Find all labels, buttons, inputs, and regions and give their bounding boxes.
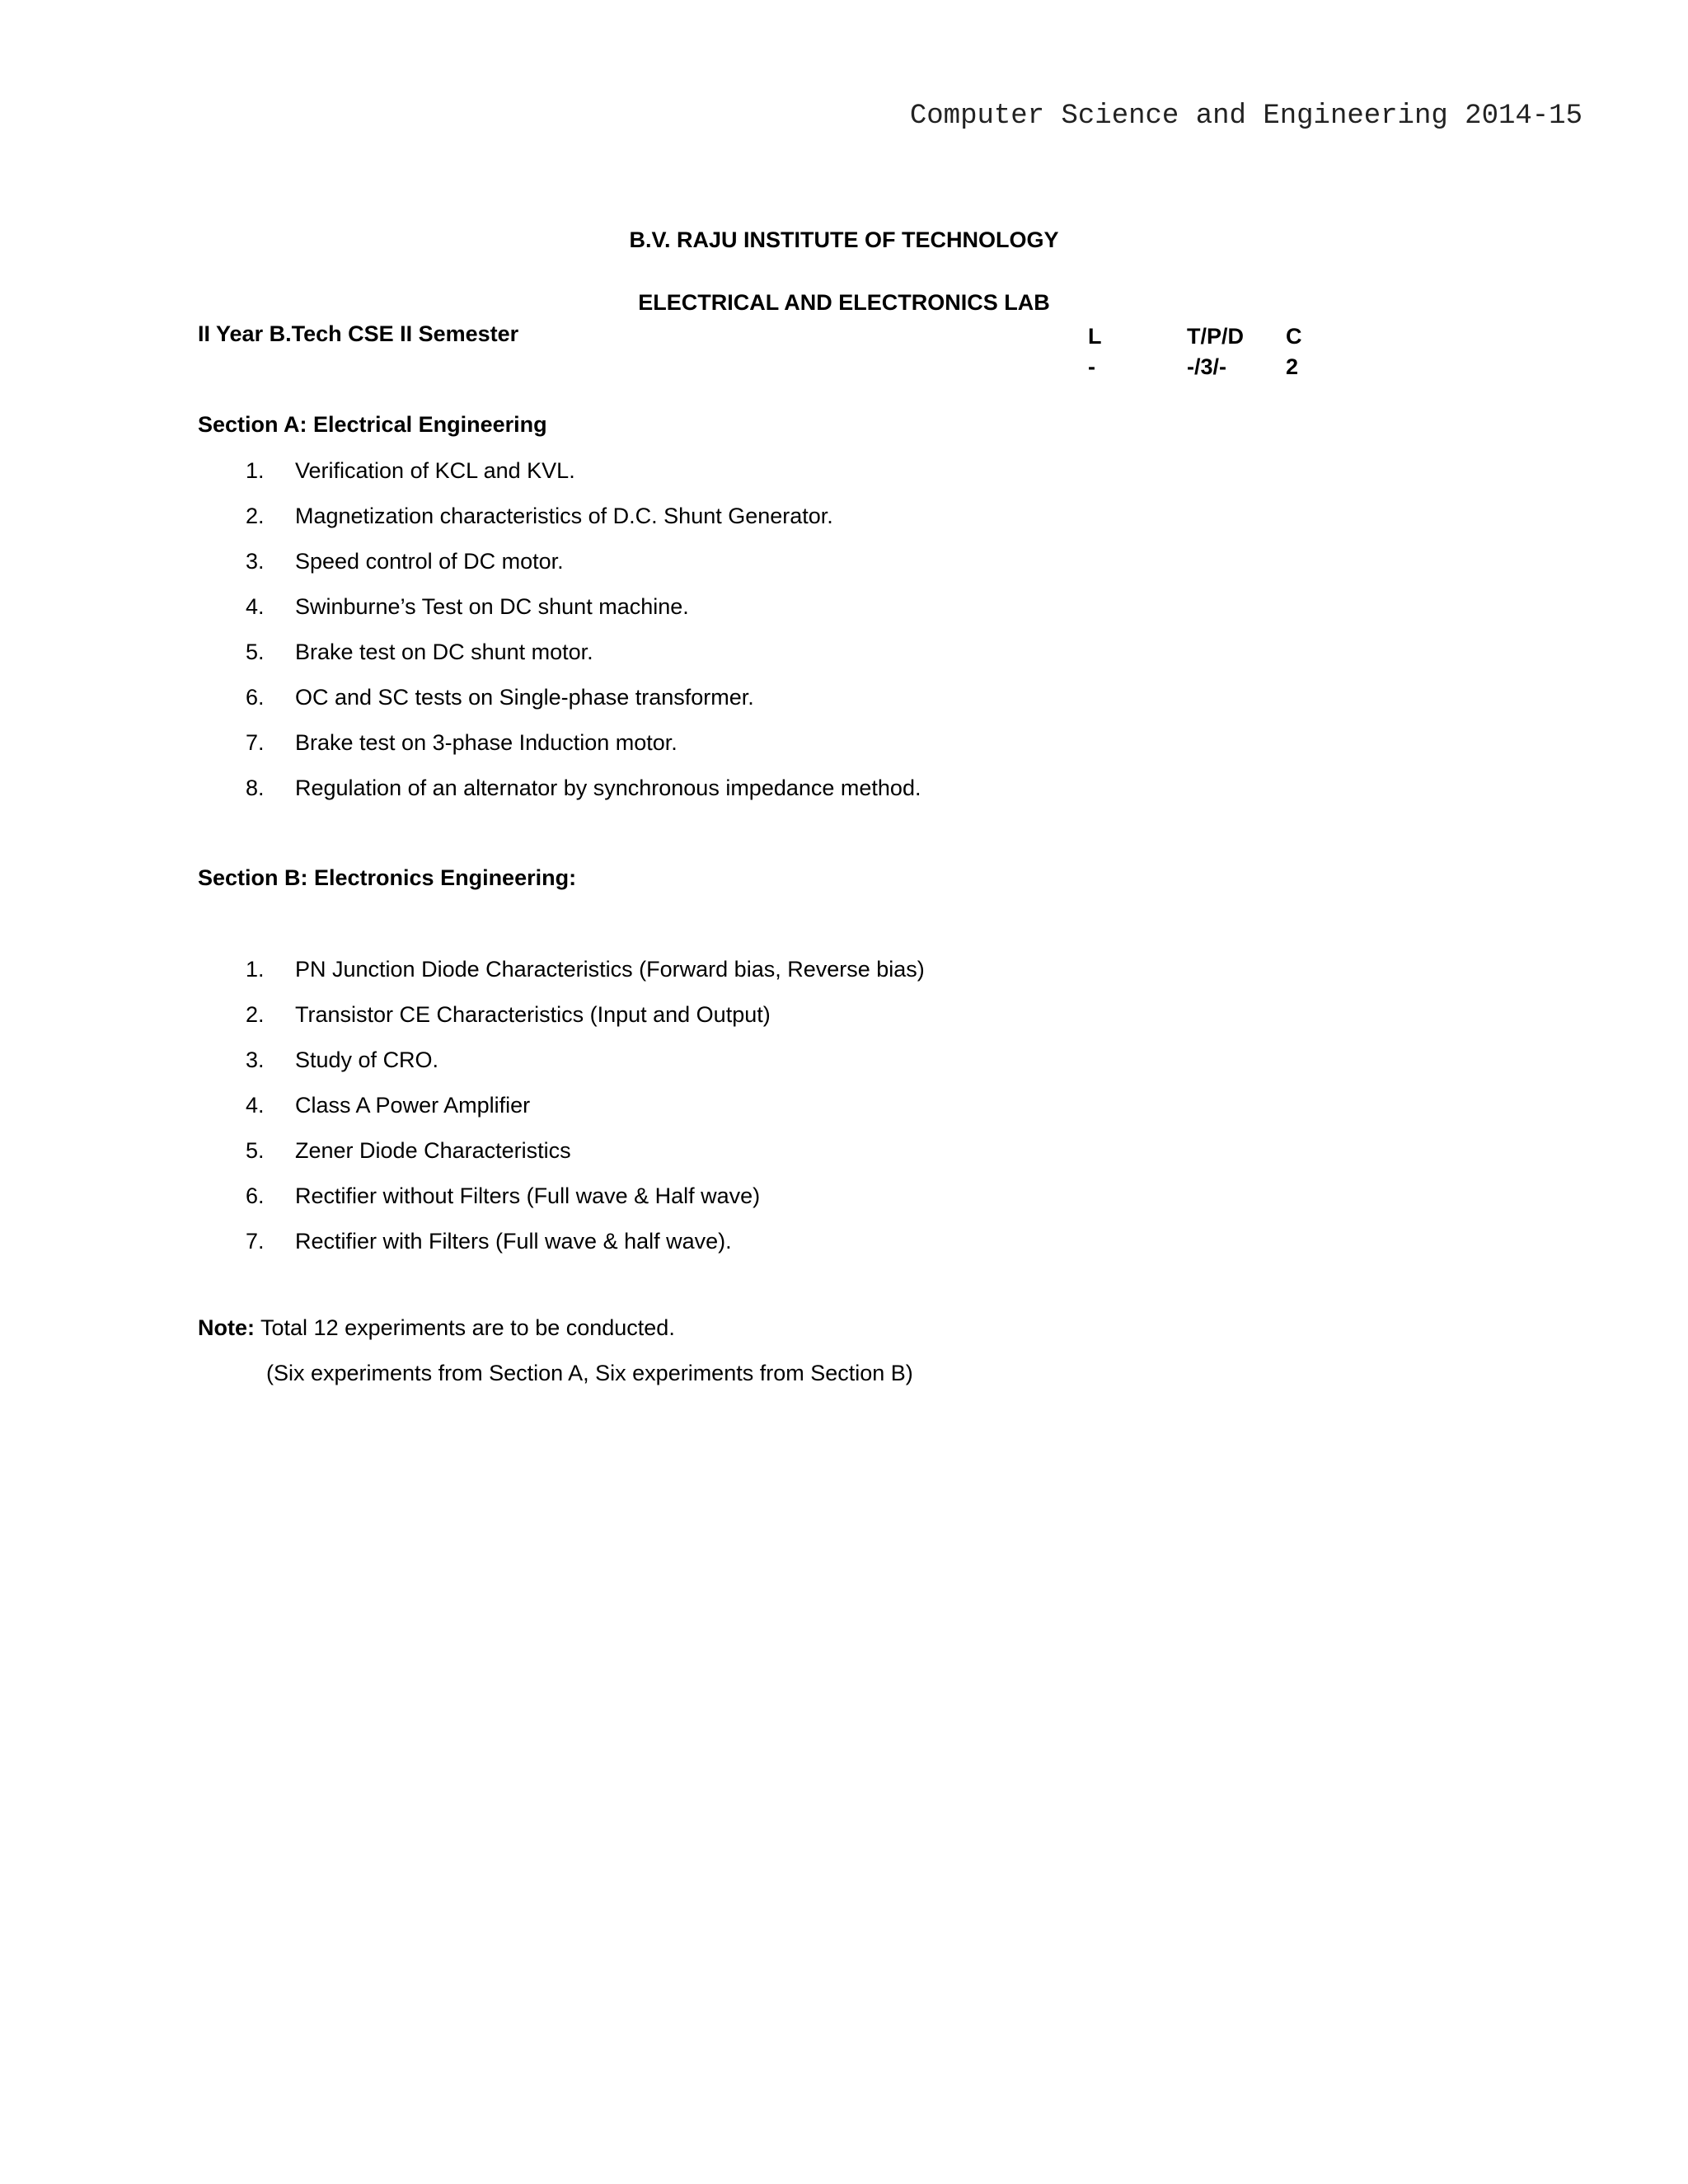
list-item [0,1092,1688,1137]
item-text: Class A Power Amplifier [295,1093,531,1118]
note-label: Note: [198,1315,255,1340]
item-number: 7. [246,1229,265,1254]
institute-title: B.V. RAJU INSTITUTE OF TECHNOLOGY [629,227,1059,252]
item-number: 4. [246,1093,265,1118]
item-text: Brake test on 3-phase Induction motor. [295,730,678,755]
department-header: Computer Science and Engineering 2014-15 [909,101,1582,132]
item-text: Speed control of DC motor. [295,549,564,574]
item-number: 2. [246,504,265,528]
item-text: Rectifier with Filters (Full wave & half wave). [295,1229,732,1254]
section-a-title: Section A: Electrical Engineering [198,412,547,437]
credits-l-label: L [1088,324,1102,349]
list-item [0,1183,1688,1228]
section-b-title: Section B: Electronics Engineering: [198,865,577,890]
item-number: 3. [246,549,265,574]
list-item [0,1001,1688,1047]
item-text: Study of CRO. [295,1047,439,1072]
item-text: OC and SC tests on Single-phase transformer. [295,685,754,710]
list-item [0,1047,1688,1092]
item-text: Swinburne’s Test on DC shunt machine. [295,594,689,619]
year-semester: II Year B.Tech CSE II Semester [198,321,519,346]
list-item [0,503,1688,548]
note-subtext: (Six experiments from Section A, Six experiments from Section B) [266,1361,913,1385]
list-item [0,548,1688,593]
list-item [0,457,1688,503]
note-text: Total 12 experiments are to be conducted. [255,1315,675,1340]
list-item [0,956,1688,1001]
item-text: PN Junction Diode Characteristics (Forward bias, Reverse bias) [295,957,925,982]
list-item [0,775,1688,820]
item-number: 3. [246,1047,265,1072]
item-text: Rectifier without Filters (Full wave & Half wave) [295,1183,761,1208]
item-text: Magnetization characteristics of D.C. Shunt Generator. [295,504,833,528]
item-number: 1. [246,458,265,483]
item-text: Transistor CE Characteristics (Input and Output) [295,1002,771,1027]
item-text: Zener Diode Characteristics [295,1138,571,1163]
list-item [0,1228,1688,1273]
credits-tpd-label: T/P/D [1187,324,1245,349]
list-item [0,1137,1688,1183]
credits-c-column [1286,321,1302,382]
credits-tpd-column [1187,321,1244,382]
list-item [0,639,1688,684]
credits-c-value: 2 [1286,354,1299,379]
item-text: Verification of KCL and KVL. [295,458,575,483]
list-item [0,684,1688,729]
lab-title: ELECTRICAL AND ELECTRONICS LAB [638,290,1050,315]
item-number: 5. [246,640,265,664]
section-a-list [0,457,1688,820]
credits-c-label: C [1286,324,1302,349]
item-number: 5. [246,1138,265,1163]
item-text: Brake test on DC shunt motor. [295,640,593,664]
item-number: 6. [246,685,265,710]
credits-l-value: - [1088,354,1095,379]
item-number: 2. [246,1002,265,1027]
list-item [0,729,1688,775]
item-number: 4. [246,594,265,619]
item-number: 6. [246,1183,265,1208]
section-b-list [0,956,1688,1273]
item-text: Regulation of an alternator by synchronous impedance method. [295,776,921,800]
list-item [0,593,1688,639]
credits-l-column [1088,321,1102,382]
credits-tpd-value: -/3/- [1187,354,1227,379]
item-number: 8. [246,776,265,800]
item-number: 1. [246,957,265,982]
note [198,1315,675,1341]
item-number: 7. [246,730,265,755]
